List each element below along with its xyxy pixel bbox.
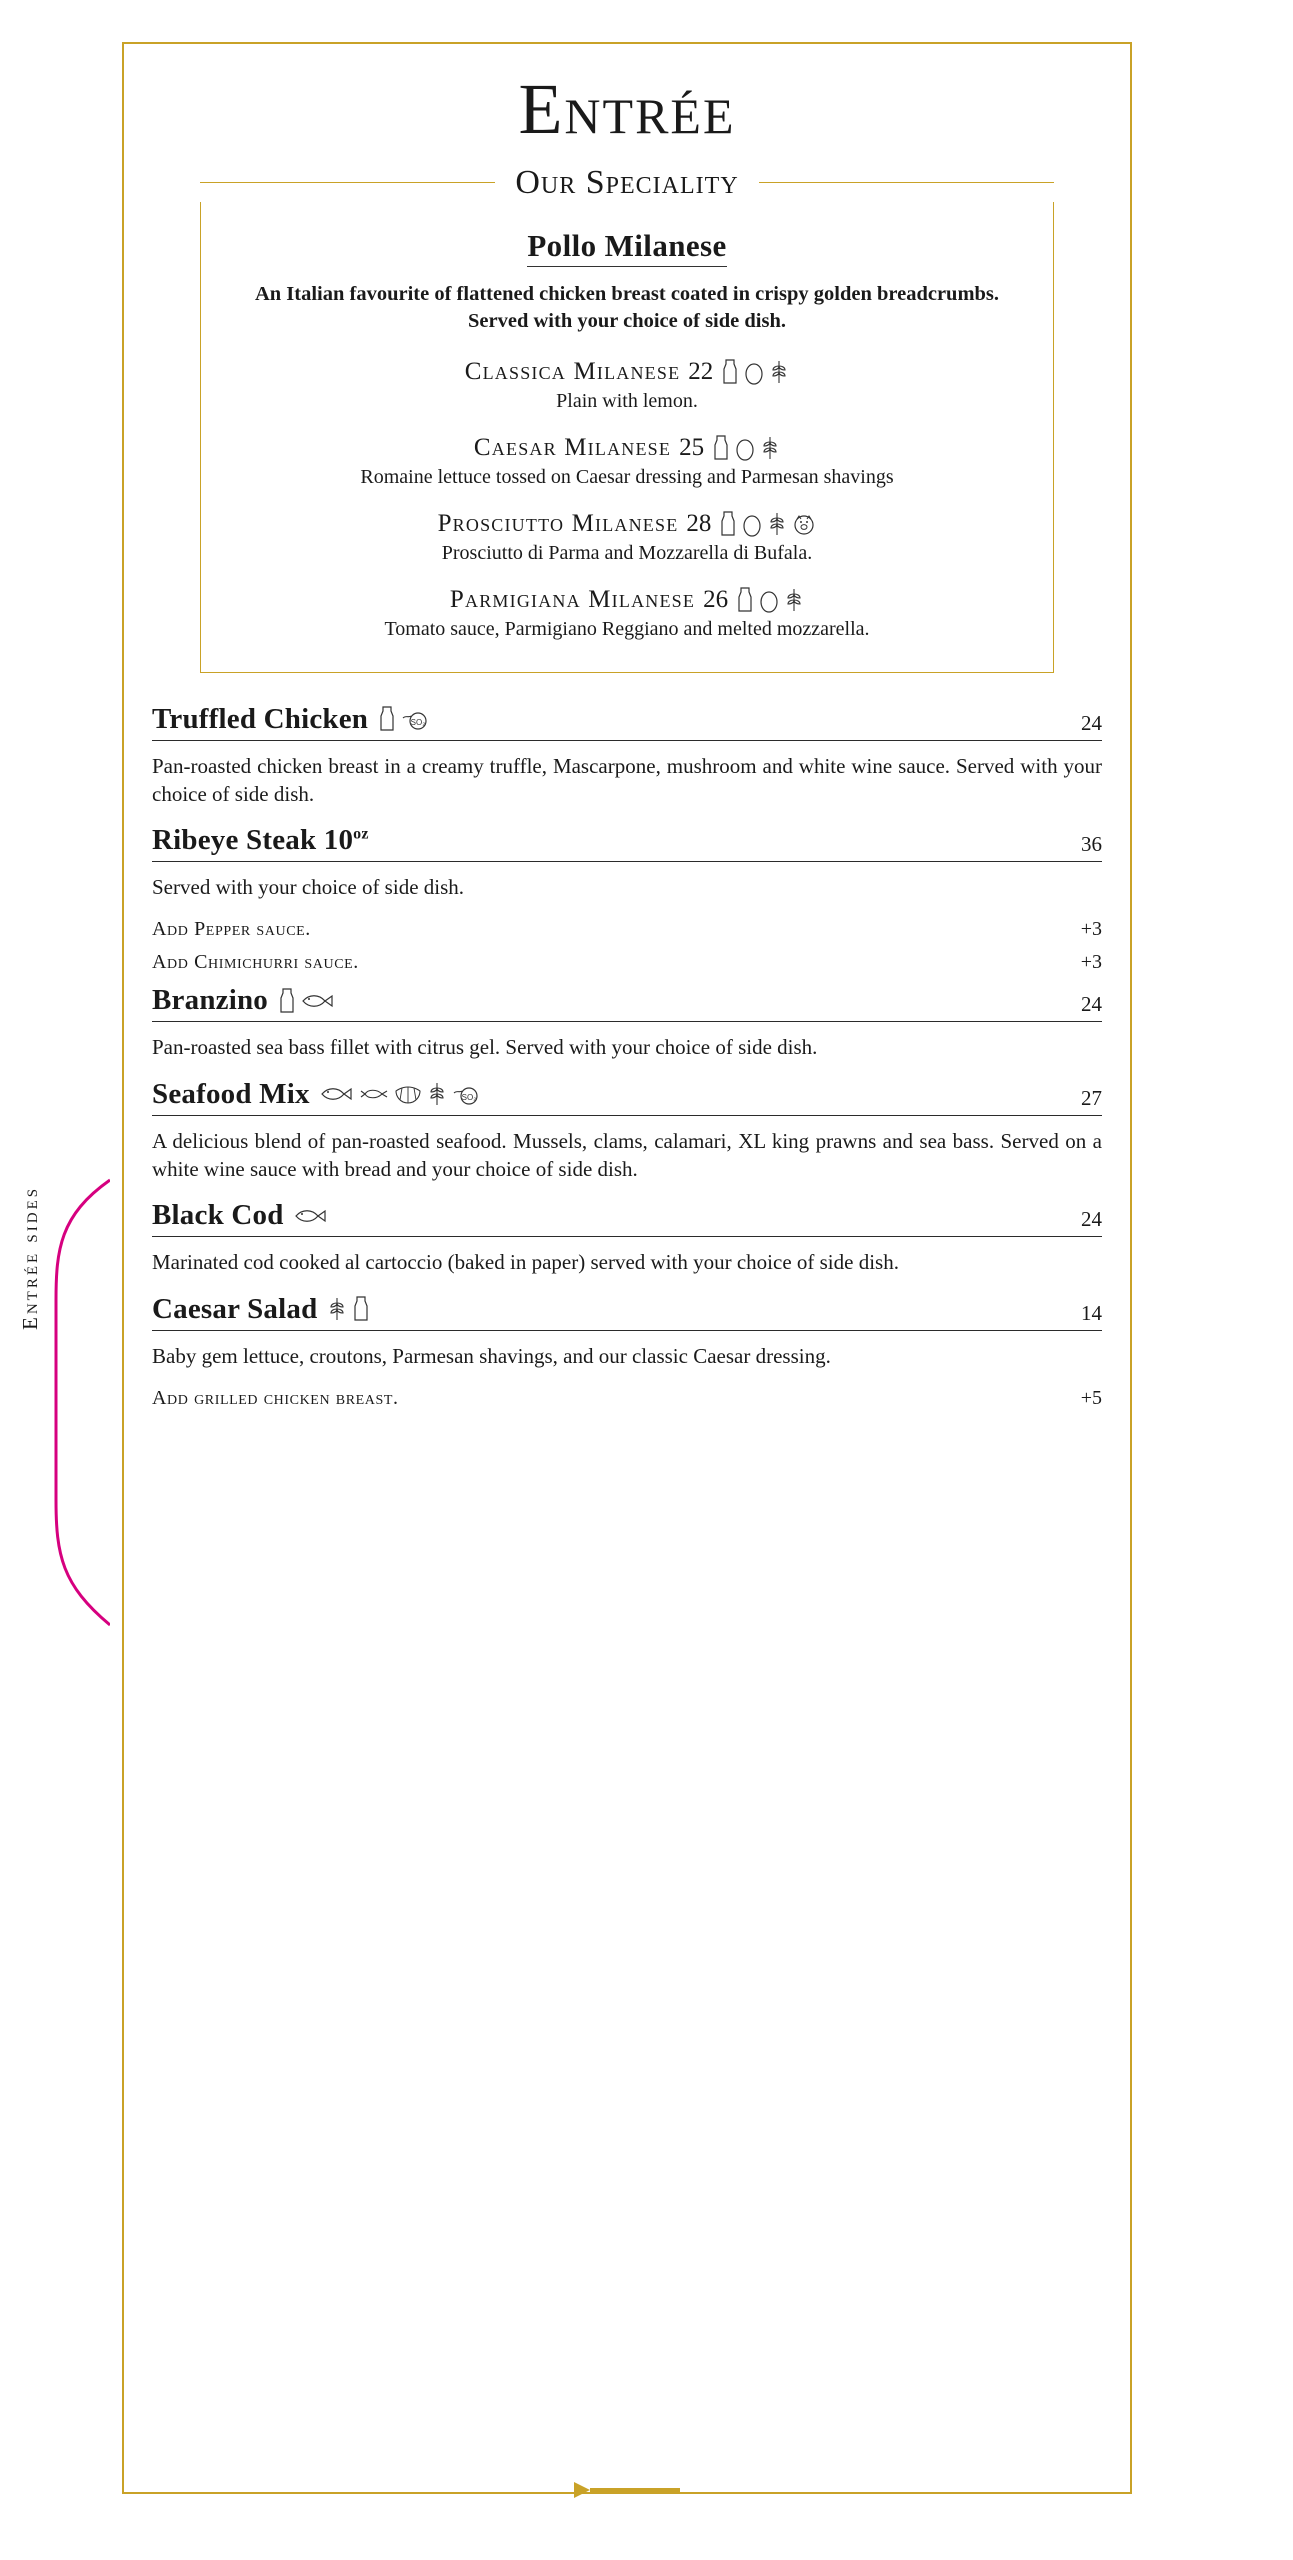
speciality-item-price: 25	[679, 433, 705, 461]
addon-price: +3	[1080, 918, 1102, 941]
egg-icon	[744, 359, 764, 385]
milk-icon	[378, 706, 396, 732]
dish-item	[152, 824, 1102, 974]
allergen-icon-group	[712, 435, 780, 461]
speciality-item-description: Tomato sauce, Parmigiano Reggiano and melted mozzarella.	[384, 617, 870, 640]
speciality-title: Pollo Milanese	[527, 228, 726, 267]
speciality-item-name: Parmigiana Milanese	[449, 585, 696, 613]
addon-price: +3	[1080, 951, 1102, 974]
dish-addon	[152, 1387, 1102, 1410]
speciality-item-name: Prosciutto Milanese	[437, 509, 679, 537]
speciality-heading	[152, 164, 1102, 202]
dish-name: Branzino	[152, 984, 268, 1017]
gluten-icon	[784, 587, 804, 613]
dish-price: 24	[1081, 1207, 1102, 1232]
speciality-item	[231, 586, 1023, 642]
fish-icon	[301, 990, 335, 1012]
speciality-item-description: Plain with lemon.	[556, 389, 698, 412]
dish-addon	[152, 951, 1102, 974]
milk-icon	[736, 587, 754, 613]
speciality-item	[231, 358, 1023, 414]
egg-icon	[759, 587, 779, 613]
speciality-item-description: Romaine lettuce tossed on Caesar dressing and Parmesan shavings	[360, 465, 894, 488]
addon-price: +5	[1080, 1386, 1102, 1409]
milk-icon	[278, 988, 296, 1014]
allergen-icon-group	[721, 359, 789, 385]
speciality-item-price: 22	[688, 357, 714, 385]
dish-item	[152, 703, 1102, 808]
milk-icon	[721, 359, 739, 385]
heading-rule-left	[200, 182, 495, 183]
page-edge-curve-decoration	[0, 0, 110, 2560]
mollusc-icon	[394, 1083, 422, 1105]
heading-rule-right	[759, 182, 1054, 183]
gluten-icon	[327, 1296, 347, 1322]
speciality-item-description: Prosciutto di Parma and Mozzarella di Bufala.	[441, 541, 813, 564]
egg-icon	[735, 435, 755, 461]
dish-addon	[152, 918, 1102, 941]
dish-list	[152, 703, 1102, 1410]
sulphites-icon	[401, 706, 427, 732]
dish-price: 36	[1081, 832, 1102, 857]
speciality-item-name: Caesar Milanese	[473, 433, 672, 461]
dish-price: 24	[1081, 710, 1102, 735]
dish-name: Ribeye Steak $10^{oz}$	[152, 824, 369, 857]
dish-name: Black Cod	[152, 1199, 284, 1232]
milk-icon	[719, 511, 737, 537]
addon-label: Add Pepper sauce.	[152, 918, 311, 941]
speciality-item	[231, 510, 1023, 566]
dish-price: 27	[1081, 1085, 1102, 1110]
dish-item	[152, 984, 1102, 1062]
side-tab-entree-sides: Entrée sides	[18, 1185, 42, 1330]
dish-item	[152, 1293, 1102, 1410]
milk-icon	[352, 1296, 370, 1322]
dish-description: Served with your choice of side dish.	[152, 875, 465, 900]
speciality-item-name: Classica Milanese	[464, 357, 681, 385]
allergen-icon-group	[327, 1296, 370, 1322]
gluten-icon	[760, 435, 780, 461]
dish-name-superscript: oz	[353, 825, 369, 843]
svg-text:SO₂: SO₂	[461, 1093, 477, 1103]
dish-price: 14	[1081, 1300, 1102, 1325]
allergen-icon-group	[378, 706, 427, 732]
pork-icon	[792, 511, 816, 537]
dish-description: Pan-roasted chicken breast in a creamy truffle, Mascarpone, mushroom and white wine sauce. Served with your choice of side dish.	[152, 753, 1102, 806]
speciality-item-price: 26	[703, 585, 729, 613]
dish-item	[152, 1078, 1102, 1183]
dish-name: Truffled Chicken	[152, 702, 369, 735]
sulphites-icon	[452, 1081, 478, 1107]
fish-icon	[294, 1205, 328, 1227]
speciality-item	[231, 434, 1023, 490]
milk-icon	[712, 435, 730, 461]
dish-description: Marinated cod cooked al cartoccio (baked in paper) served with your choice of side dish.	[152, 1250, 899, 1275]
dish-name: Seafood Mix	[152, 1077, 310, 1110]
gluten-icon	[427, 1081, 447, 1107]
svg-text:SO₂: SO₂	[410, 718, 426, 728]
speciality-item-price: 28	[686, 509, 712, 537]
dish-item	[152, 1199, 1102, 1277]
egg-icon	[742, 511, 762, 537]
fish-icon	[320, 1083, 354, 1105]
allergen-icon-group	[294, 1205, 328, 1227]
bottom-ornament	[122, 2482, 1132, 2498]
addon-label: Add Chimichurri sauce.	[152, 951, 359, 974]
addon-label: Add grilled chicken breast.	[152, 1386, 399, 1409]
page-title: Entrée	[518, 69, 736, 149]
crustacean-icon	[359, 1083, 389, 1105]
dish-price: 24	[1081, 992, 1102, 1017]
dish-description: A delicious blend of pan-roasted seafood. Mussels, clams, calamari, XL king prawns and sea bass. Served on a white wine sauce with bread and your choice of side dish.	[152, 1128, 1102, 1181]
allergen-icon-group	[736, 587, 804, 613]
gluten-icon	[767, 511, 787, 537]
allergen-icon-group	[320, 1081, 478, 1107]
speciality-description: An Italian favourite of flattened chicken breast coated in crispy golden breadcrumbs. Served with your choice of side dish.	[254, 282, 1000, 333]
speciality-heading-label: Our Speciality	[515, 163, 739, 201]
allergen-icon-group	[278, 988, 335, 1014]
gluten-icon	[769, 359, 789, 385]
dish-description: Pan-roasted sea bass fillet with citrus gel. Served with your choice of side dish.	[152, 1035, 818, 1060]
allergen-icon-group	[719, 511, 816, 537]
ornament-bar	[590, 2488, 680, 2493]
menu-page-content	[152, 60, 1102, 1420]
speciality-section	[200, 202, 1054, 673]
ornament-arrow	[574, 2482, 590, 2498]
dish-description: Baby gem lettuce, croutons, Parmesan shavings, and our classic Caesar dressing.	[152, 1343, 831, 1368]
dish-name: Caesar Salad	[152, 1292, 318, 1325]
